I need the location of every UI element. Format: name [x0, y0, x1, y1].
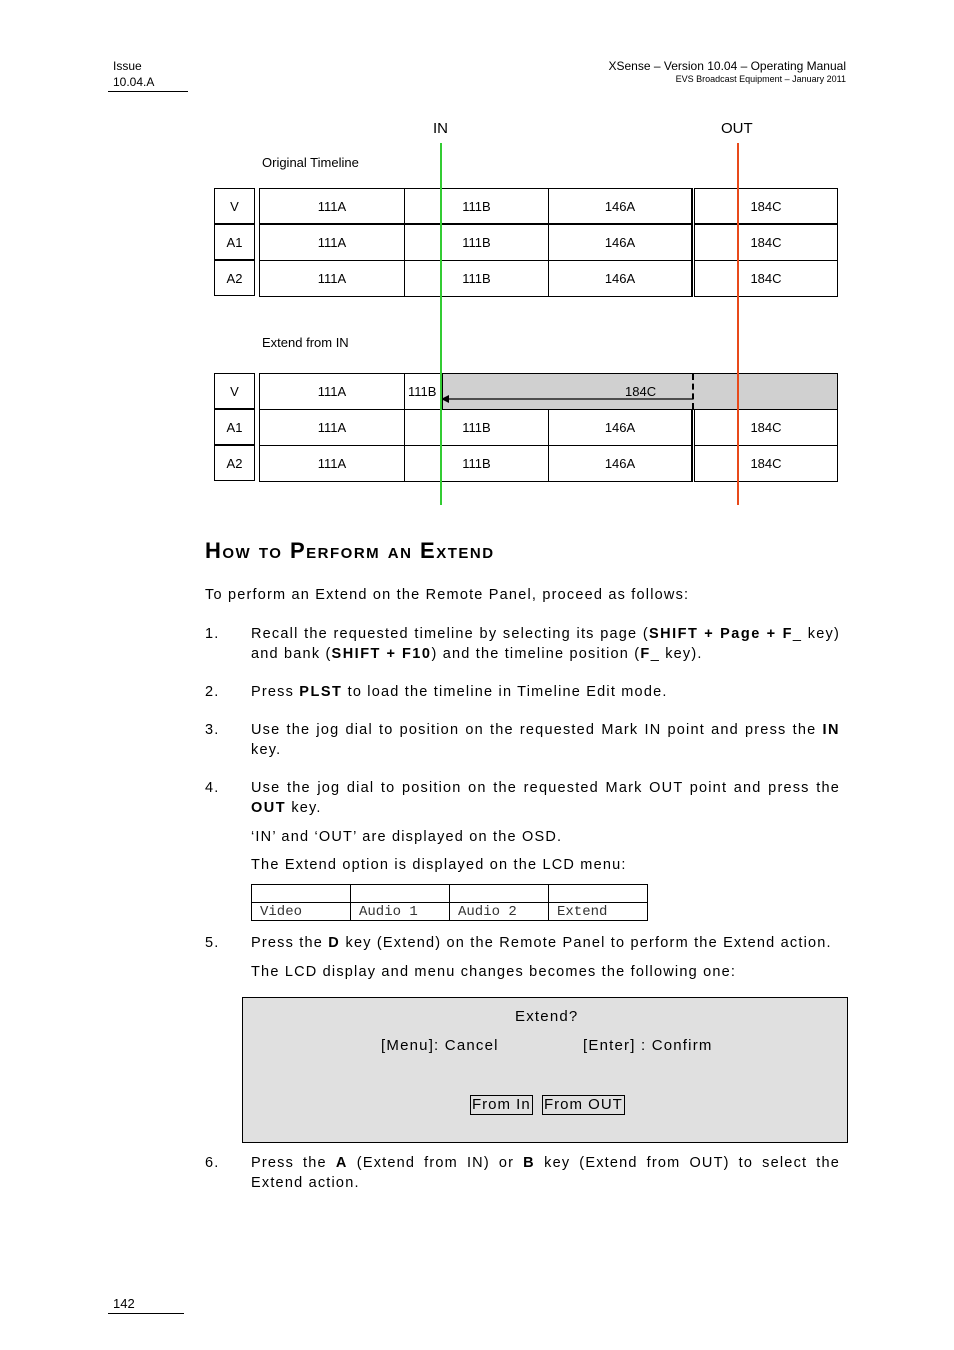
clip: 184C	[694, 224, 838, 261]
step-5-note: The LCD display and menu changes becomes the following one:	[251, 964, 737, 980]
step-number: 6.	[205, 1155, 220, 1171]
clip: 184C	[694, 260, 838, 297]
manual-subtitle: EVS Broadcast Equipment – January 2011	[675, 74, 846, 84]
lcd-menu-cell-video: Video	[252, 903, 351, 921]
lcd-confirm-hint: [Enter] : Confirm	[583, 1037, 713, 1054]
in-marker-label: IN	[433, 120, 448, 137]
step-4-note-lcd: The Extend option is displayed on the LCD menu:	[251, 857, 627, 873]
lcd-prompt: Extend?	[515, 1008, 579, 1025]
clip: 111A	[259, 373, 405, 410]
lcd-menu-empty-cell	[450, 885, 549, 903]
footer-rule	[108, 1313, 184, 1314]
clip: 146A	[548, 188, 693, 224]
extend-timeline-title: Extend from IN	[262, 335, 349, 350]
track-label: A1	[214, 224, 255, 260]
lcd-menu-cell-audio1: Audio 1	[351, 903, 450, 921]
step-number: 1.	[205, 626, 220, 642]
clip: 184C	[694, 445, 838, 482]
section-heading: How to Perform an Extend	[205, 538, 495, 563]
clip-extended: 184C	[442, 373, 838, 410]
step-4-note-osd: ‘IN’ and ‘OUT’ are displayed on the OSD.	[251, 829, 563, 845]
page-number: 142	[113, 1296, 135, 1311]
lcd-menu-top-row	[252, 885, 648, 903]
from-out-button: From OUT	[544, 1096, 623, 1113]
step-3-text: Use the jog dial to position on the requested Mark IN point and press the IN key.	[251, 722, 840, 758]
lcd-menu-table	[251, 884, 648, 921]
clip: 146A	[548, 445, 693, 482]
step-number: 4.	[205, 780, 220, 796]
clip: 111A	[259, 409, 405, 446]
out-marker-line	[737, 143, 739, 505]
clip: 111B	[404, 188, 549, 224]
step-1-text: Recall the requested timeline by selecting its page (SHIFT + Page + F_ key) and bank (SHIFT + F10) and the timeline position (F_ key).	[251, 626, 840, 662]
step-number: 5.	[205, 935, 220, 951]
lcd-cancel-hint: [Menu]: Cancel	[381, 1037, 499, 1054]
clip: 111A	[259, 445, 405, 482]
clip: 111A	[259, 260, 405, 297]
step-number: 2.	[205, 684, 220, 700]
clip: 111A	[259, 224, 405, 261]
track-label: V	[214, 188, 255, 224]
lcd-menu-empty-cell	[252, 885, 351, 903]
track-label: A2	[214, 445, 255, 481]
step-6-text: Press the A (Extend from IN) or B key (Extend from OUT) to select the Extend action.	[251, 1155, 840, 1191]
step-2-text: Press PLST to load the timeline in Timeline Edit mode.	[251, 684, 668, 700]
from-in-button: From In	[472, 1096, 531, 1113]
header-rule	[108, 91, 188, 92]
track-label: V	[214, 373, 255, 409]
track-label: A2	[214, 260, 255, 296]
clip: 146A	[548, 409, 693, 446]
clip: 184C	[694, 409, 838, 446]
step-4-text: Use the jog dial to position on the requested Mark OUT point and press the OUT key.	[251, 780, 840, 816]
original-timeline-title: Original Timeline	[262, 155, 359, 170]
step-number: 3.	[205, 722, 220, 738]
intro-paragraph: To perform an Extend on the Remote Panel, proceed as follows:	[205, 587, 690, 603]
track-label: A1	[214, 409, 255, 445]
step-5-text: Press the D key (Extend) on the Remote Panel to perform the Extend action.	[251, 935, 832, 951]
lcd-menu-label-row	[252, 903, 648, 921]
clip: 111B	[404, 445, 549, 482]
clip: 111B	[404, 224, 549, 261]
issue-label: Issue	[113, 59, 142, 73]
lcd-menu-empty-cell	[351, 885, 450, 903]
lcd-menu-empty-cell	[549, 885, 648, 903]
clip: 111B	[404, 409, 549, 446]
clip: 146A	[548, 224, 693, 261]
clip: 146A	[548, 260, 693, 297]
issue-number: 10.04.A	[113, 75, 155, 89]
lcd-display	[242, 997, 848, 1143]
extend-arrow-icon	[440, 392, 696, 406]
clip: 111A	[259, 188, 405, 224]
lcd-menu-cell-audio2: Audio 2	[450, 903, 549, 921]
out-marker-label: OUT	[721, 120, 753, 137]
lcd-menu-cell-extend: Extend	[549, 903, 648, 921]
clip-shortened: 111B	[404, 373, 443, 410]
clip: 111B	[404, 260, 549, 297]
manual-title: XSense – Version 10.04 – Operating Manual	[608, 59, 846, 73]
clip: 184C	[694, 188, 838, 224]
in-marker-line	[440, 143, 442, 505]
